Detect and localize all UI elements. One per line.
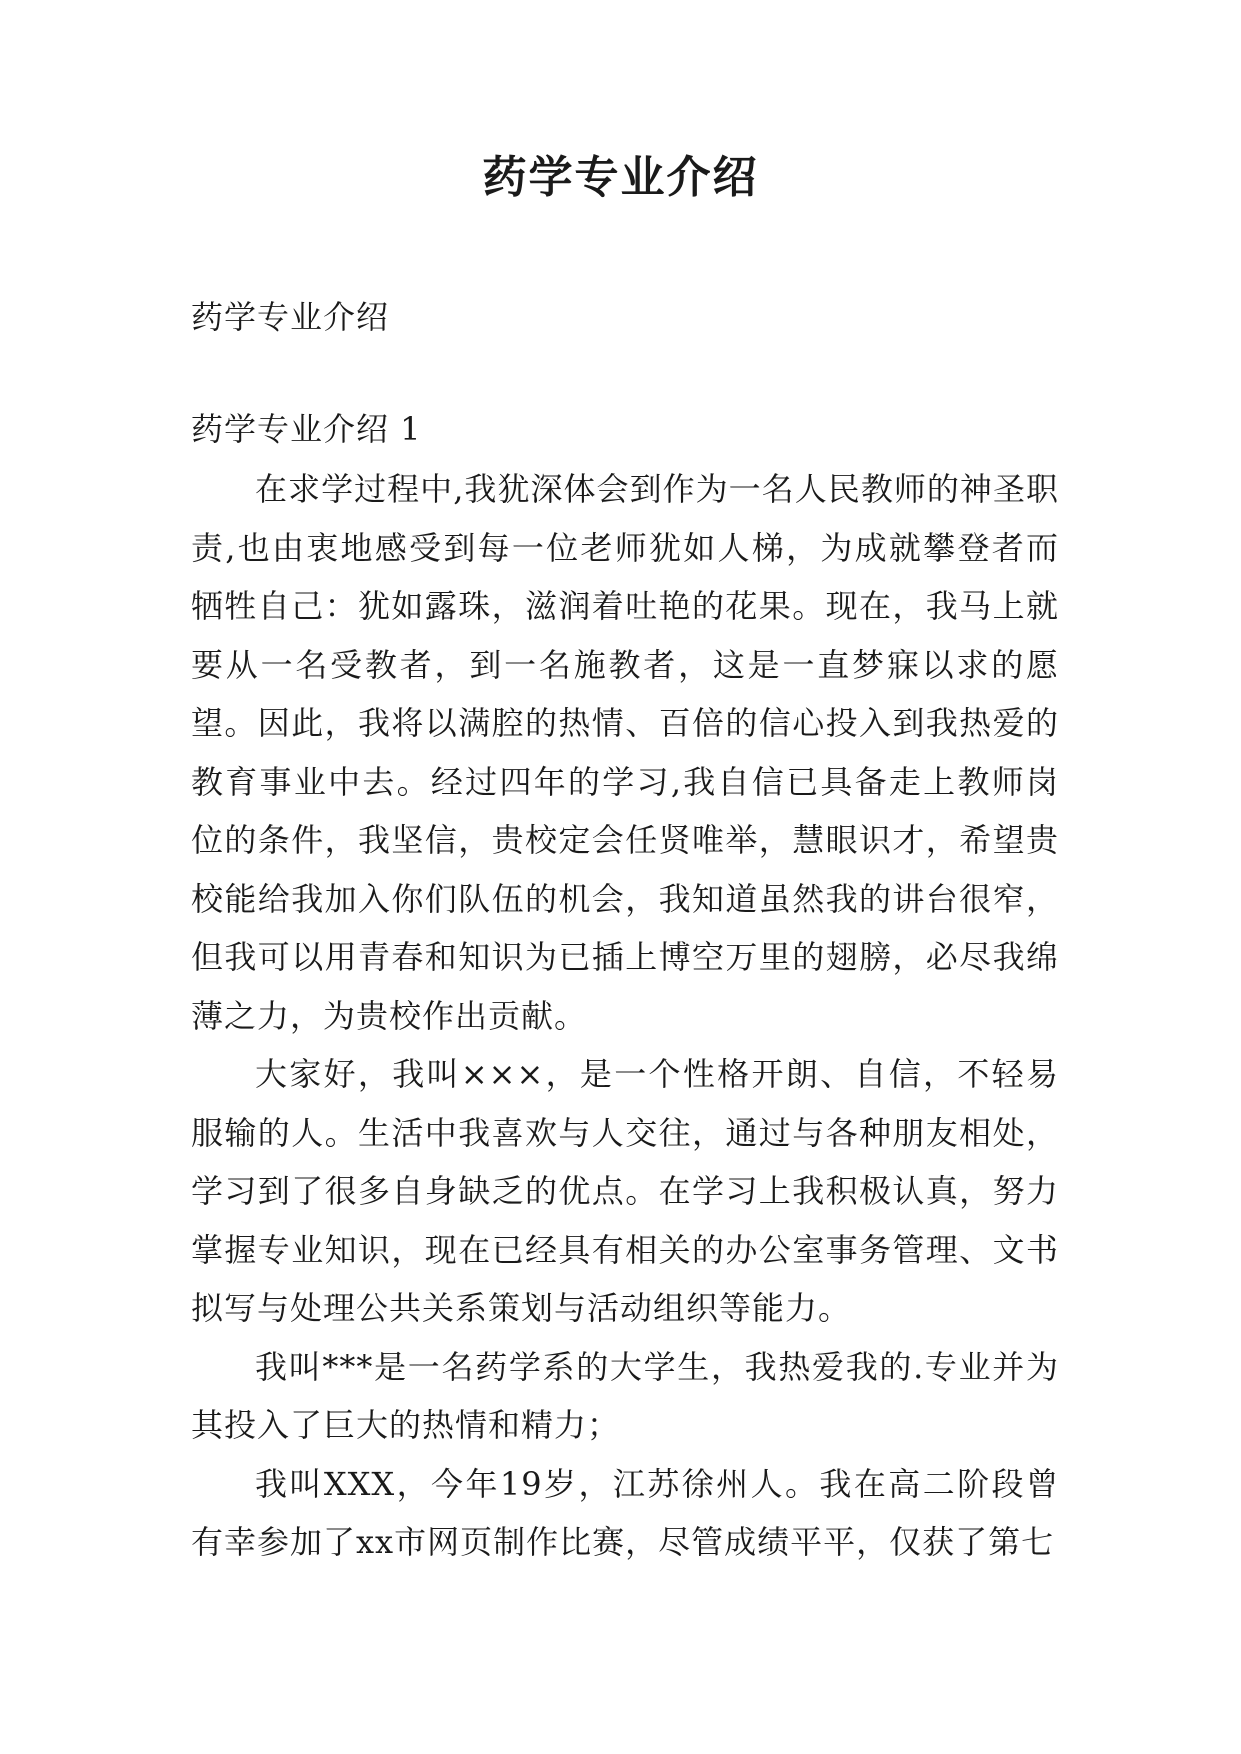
document-body — [191, 460, 1059, 1572]
paragraph: 我叫***是一名药学系的大学生，我热爱我的.专业并为其投入了巨大的热情和精力； — [191, 1347, 1059, 1444]
paragraph: 我叫XXX，今年19岁，江苏徐州人。我在高二阶段曾有幸参加了xx市网页制作比赛，尽管成绩平平，仅获了第七 — [191, 1464, 1059, 1561]
paragraph: 大家好，我叫×××，是一个性格开朗、自信，不轻易服输的人。生活中我喜欢与人交往，通过与各种朋友相处，学习到了很多自身缺乏的优点。在学习上我积极认真，努力掌握专业知识，现在已经具有相关的办公室事务管理、文书拟写与处理公共关系策划与活动组织等能力。 — [191, 1055, 1059, 1327]
paragraph: 在求学过程中,我犹深体会到作为一名人民教师的神圣职责,也由衷地感受到每一位老师犹如人梯，为成就攀登者而牺牲自己：犹如露珠，滋润着吐艳的花果。现在，我马上就要从一名受教者，到一名施教者，这是一直梦寐以求的愿望。因此，我将以满腔的热情、百倍的信心投入到我热爱的教育事业中去。经过四年的学习,我自信已具备走上教师岗位的条件，我坚信，贵校定会任贤唯举，慧眼识才，希望贵校能给我加入你们队伍的机会，我知道虽然我的讲台很窄，但我可以用青春和知识为已插上博空万里的翅膀，必尽我绵薄之力，为贵校作出贡献。 — [191, 470, 1059, 1035]
section-heading: 药学专业介绍 1 — [191, 410, 422, 448]
document-title: 药学专业介绍 — [482, 152, 759, 203]
document-subtitle: 药学专业介绍 — [191, 298, 390, 336]
